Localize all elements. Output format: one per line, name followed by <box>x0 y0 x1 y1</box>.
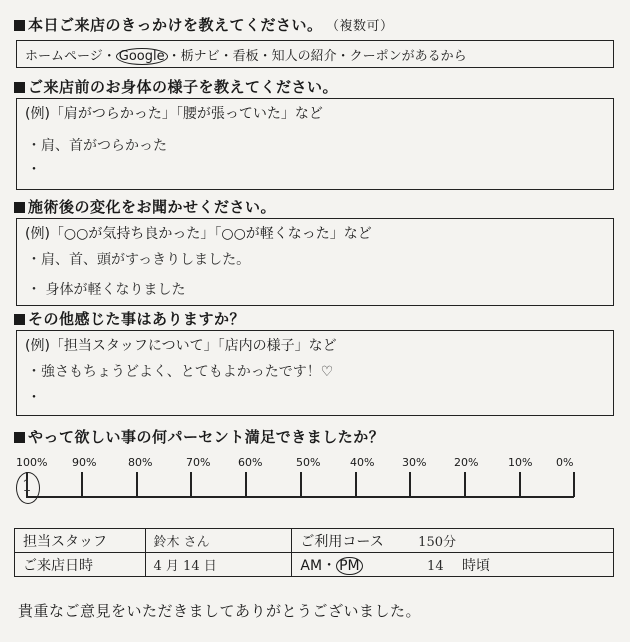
scale-label: 10% <box>508 456 533 469</box>
q4-example: (例)「担当スタッフについて」「店内の様子」など <box>25 338 337 354</box>
scale-tick <box>81 472 83 497</box>
q1-box <box>16 40 614 68</box>
q4-answer-1: ・強さもちょうどよく、とてもよかったです！♡ <box>27 364 334 380</box>
q4-box <box>16 330 614 416</box>
course-cell <box>292 529 614 553</box>
time-cell: AM・ PM 14 時頃 <box>292 553 614 577</box>
course-label: ご利用コース <box>300 533 384 550</box>
thank-you-message: 貴重なご意見をいただきましてありがとうございました。 <box>18 602 422 620</box>
date-label: ご来店日時 <box>15 553 146 577</box>
square-bullet-icon <box>14 432 25 443</box>
am-label: AM <box>300 557 323 574</box>
pm-label: PM <box>336 557 363 575</box>
q2-box <box>16 98 614 190</box>
scale-label: 80% <box>128 456 153 469</box>
q1-option-google: Google <box>116 48 168 65</box>
square-bullet-icon <box>14 314 25 325</box>
scale-tick <box>190 472 192 497</box>
q2-heading: ご来店前のお身体の様子を教えてください。 <box>14 76 338 97</box>
scale-label: 30% <box>402 456 427 469</box>
square-bullet-icon <box>14 20 25 31</box>
q2-example: (例)「肩がつらかった」「腰が張っていた」など <box>25 106 323 122</box>
scale-tick <box>519 472 521 497</box>
date-value: 4 月 14 日 <box>145 553 292 577</box>
q1-note: （複数可） <box>332 19 394 34</box>
scale-label: 20% <box>454 456 479 469</box>
selected-mark: 1 <box>22 476 33 495</box>
q2-answer-2: ・ <box>27 162 41 178</box>
table-row <box>15 529 614 553</box>
scale-label: 70% <box>186 456 211 469</box>
staff-value: 鈴木 さん <box>145 529 292 553</box>
scale-label: 40% <box>350 456 375 469</box>
q3-heading: 施術後の変化をお聞かせください。 <box>14 196 276 217</box>
scale-tick <box>355 472 357 497</box>
staff-info-table <box>14 528 614 577</box>
hour-label: 時頃 <box>462 557 491 574</box>
staff-label: 担当スタッフ <box>15 529 146 553</box>
q1-heading: 本日ご来店のきっかけを教えてください。 （複数可） <box>14 14 394 35</box>
q3-box <box>16 218 614 306</box>
scale-label: 0% <box>556 456 574 469</box>
table-row <box>15 553 614 577</box>
scale-label: 100% <box>16 456 48 469</box>
q5-heading: やって欲しい事の何パーセント満足できましたか？ <box>14 426 384 447</box>
q4-heading: その他感じた事はありますか？ <box>14 308 245 329</box>
scale-tick <box>573 472 575 497</box>
scale-tick <box>245 472 247 497</box>
scale-tick <box>464 472 466 497</box>
square-bullet-icon <box>14 82 25 93</box>
square-bullet-icon <box>14 202 25 213</box>
scale-label: 60% <box>238 456 263 469</box>
scale-label: 90% <box>72 456 97 469</box>
q3-example: (例)「○○が気持ち良かった」「○○が軽くなった」など <box>25 226 372 242</box>
course-value: 150分 <box>418 534 456 550</box>
q1-options: ホームページ・ Google ・栃ナビ・看板・知人の紹介・クーポンがあるから <box>25 49 467 64</box>
q3-answer-2: ・ 身体が軽くなりました <box>27 282 186 298</box>
q3-answer-1: ・肩、首、頭がすっきりしました。 <box>27 252 251 268</box>
scale-tick <box>300 472 302 497</box>
scale-label: 50% <box>296 456 321 469</box>
q2-answer-1: ・肩、首がつらかった <box>27 138 167 154</box>
scale-tick <box>136 472 138 497</box>
scale-tick <box>409 472 411 497</box>
q4-answer-2: ・ <box>27 390 41 406</box>
hour-value: 14 <box>427 558 444 574</box>
